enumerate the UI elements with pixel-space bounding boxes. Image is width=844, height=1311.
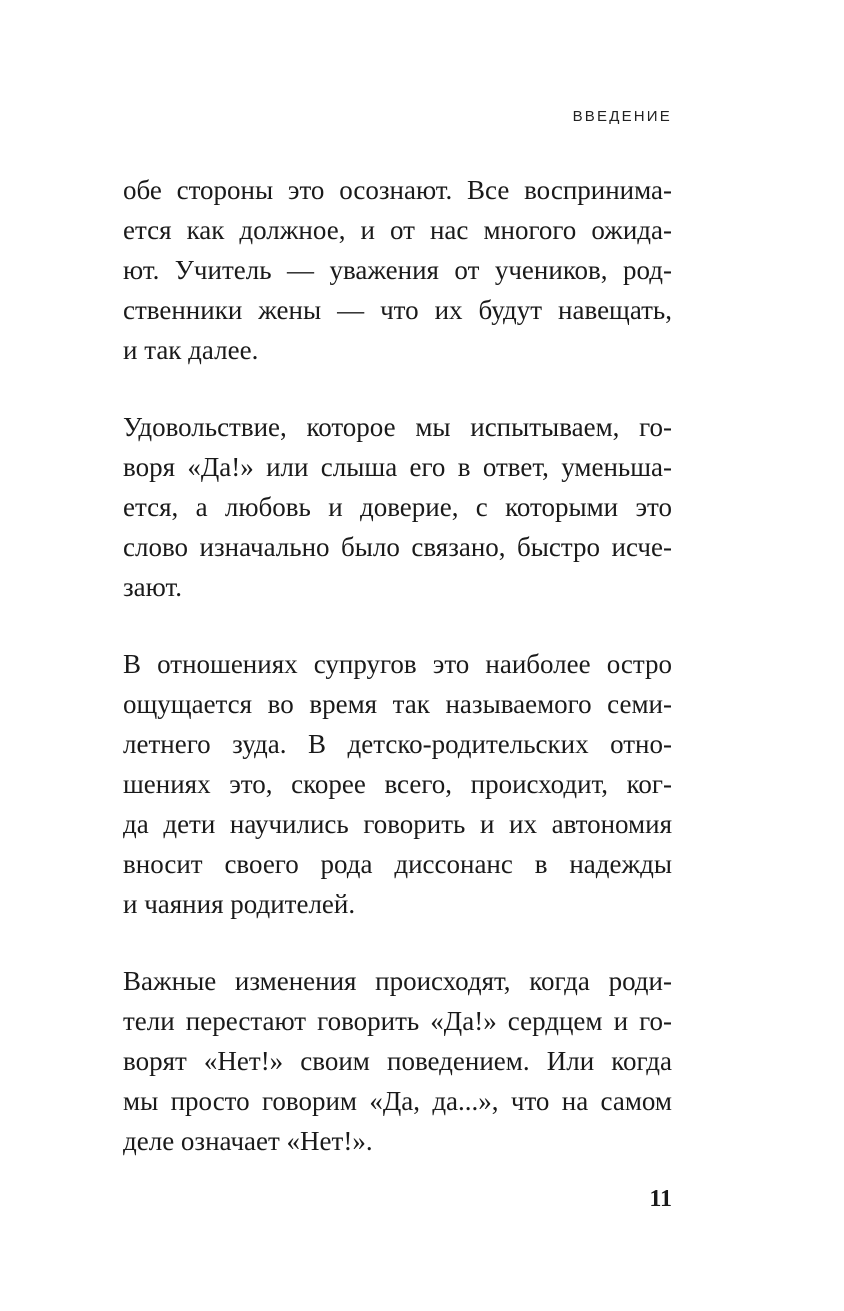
text-line: ворят «Нет!» своим поведением. Или когда [123,1046,672,1076]
text-line: вносит своего рода диссонанс в надежды [123,849,672,879]
text-line: ют. Учитель — уважения от учеников, род- [123,255,672,285]
text-line: ется, а любовь и доверие, с которыми это [123,492,672,522]
paragraph [123,170,672,370]
paragraph [123,961,672,1161]
text-line: ственники жены — что их будут навещать, [123,295,672,325]
text-line: зают. [123,572,182,602]
running-title: ВВЕДЕНИЕ [572,108,672,125]
text-line: и так далее. [123,335,259,365]
page-number: 11 [649,1186,672,1212]
text-line: Удовольствие, которое мы испытываем, го- [123,412,672,442]
text-line: деле означает «Нет!». [123,1126,373,1156]
text-line: слово изначально было связано, быстро исче- [123,532,672,562]
text-line: ется как должное, и от нас многого ожида- [123,215,672,245]
body-text [123,170,672,1198]
text-line: шениях это, скорее всего, происходит, ког- [123,769,672,799]
text-line: и чаяния родителей. [123,889,356,919]
text-line: Важные изменения происходят, когда роди- [123,966,672,996]
text-line: мы просто говорим «Да, да...», что на самом [123,1086,672,1116]
text-line: ощущается во время так называемого семи- [123,689,672,719]
text-line: летнего зуда. В детско-родительских отно- [123,729,672,759]
text-line: обе стороны это осознают. Все воспринима- [123,175,672,205]
paragraph [123,407,672,607]
text-line: воря «Да!» или слыша его в ответ, уменьша- [123,452,672,482]
text-line: тели перестают говорить «Да!» сердцем и го- [123,1006,672,1036]
text-line: В отношениях супругов это наиболее остро [123,649,672,679]
text-line: да дети научились говорить и их автономия [123,809,672,839]
paragraph [123,644,672,924]
